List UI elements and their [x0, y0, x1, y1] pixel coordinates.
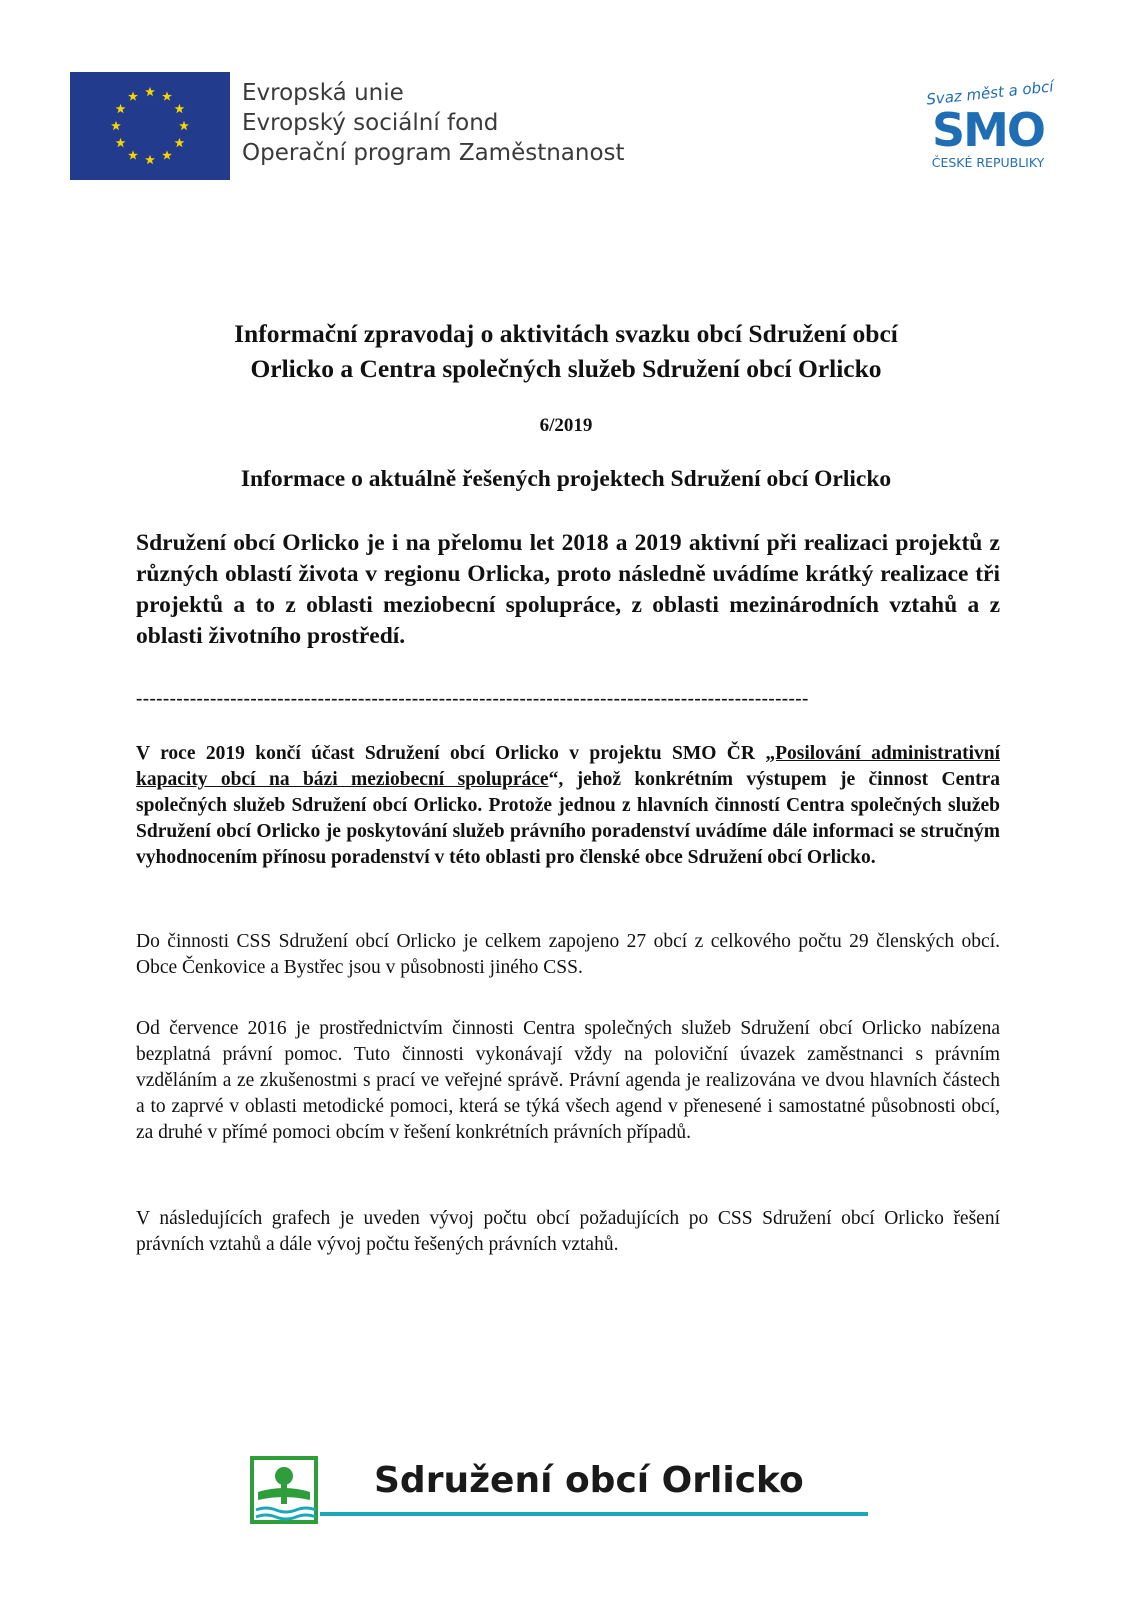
eu-flag-icon [70, 72, 230, 180]
document-title-line-1: Informační zpravodaj o aktivitách svazku obcí Sdružení obcí [234, 319, 898, 348]
smo-bottom-text: ČESKÉ REPUBLIKY [931, 155, 1045, 170]
paragraph-project [136, 741, 1000, 871]
footer-underline [320, 1512, 868, 1516]
orlicko-emblem-icon [250, 1454, 320, 1534]
paragraph-members: Do činnosti CSS Sdružení obcí Orlicko je celkem zapojeno 27 obcí z celkového počtu 29 členských obcí. Obce Čenkovice a Bystřec jsou v působnosti jiného CSS. [136, 931, 1000, 978]
smo-logo-icon [910, 74, 1070, 184]
intro-paragraph: Sdružení obcí Orlicko je i na přelomu let 2018 a 2019 aktivní při realizaci projektů z různých oblastí života v regionu Orlicka, proto následně uvádíme krátký realizace tři projektů a to z oblasti meziobecní spolupráce, z oblasti mezinárodních vztahů a z oblasti životního prostředí. [136, 530, 1000, 649]
eu-line-3: Operační program Zaměstnanost [242, 140, 625, 166]
issue-number: 6/2019 [539, 415, 593, 436]
section-subtitle: Informace o aktuálně řešených projektech Sdružení obcí Orlicko [240, 466, 892, 492]
paragraph-project-part-1: V roce 2019 končí účast Sdružení obcí Orlicko v projektu SMO ČR [136, 743, 766, 764]
document-title [130, 316, 1002, 386]
eu-line-2: Evropský sociální fond [242, 110, 499, 136]
smo-logo [910, 74, 1070, 184]
eu-program-text [242, 78, 625, 168]
eu-line-1: Evropská unie [242, 80, 404, 106]
footer-logo [250, 1454, 870, 1534]
paragraph-charts-intro: V následujících grafech je uveden vývoj počtu obcí požadujících po CSS Sdružení obcí Orlicko řešení právních vztahů a dále vývoj počtu řešených právních vztahů. [136, 1208, 1000, 1255]
document-title-line-2: Orlicko a Centra společných služeb Sdružení obcí Orlicko [250, 354, 882, 383]
project-name: „Posilování administrativní kapacity obcí na bázi meziobecní spolupráce [136, 743, 1000, 790]
separator-line: ---------------------------------------------------------------------------------------------------- [136, 688, 809, 709]
smo-top-text: Svaz měst a obcí [925, 77, 1055, 109]
paragraph-project-part-2: “, jehož konkrétním výstupem je činnost Centra společných služeb Sdružení obcí Orlicko. Protože jednou z hlavních činností Centra společných služeb Sdružení obcí Orlicko je poskytování služeb právního poradenství uvádíme dále informaci se stručným vyhodnocením přínosu poradenství v této oblasti pro členské obce Sdružení obcí Orlicko. [136, 769, 1000, 868]
footer-org-name: Sdružení obcí Orlicko [374, 1460, 804, 1501]
paragraph-legal-help: Od července 2016 je prostřednictvím činnosti Centra společných služeb Sdružení obcí Orlicko nabízena bezplatná právní pomoc. Tuto činnosti vykonávají vždy na poloviční úvazek zaměstnanci s právním vzděláním a ze zkušenostmi s prací ve veřejné správě. Právní agenda je realizována ve dvou hlavních částech a to zaprvé v oblasti metodické pomoci, která se týká všech agend v přenesené i samostatné působnosti obcí, za druhé v přímé pomoci obcím v řešení konkrétních právních případů. [136, 1018, 1000, 1143]
smo-main-text: SMO [931, 103, 1045, 157]
eu-logo-block [70, 72, 625, 182]
